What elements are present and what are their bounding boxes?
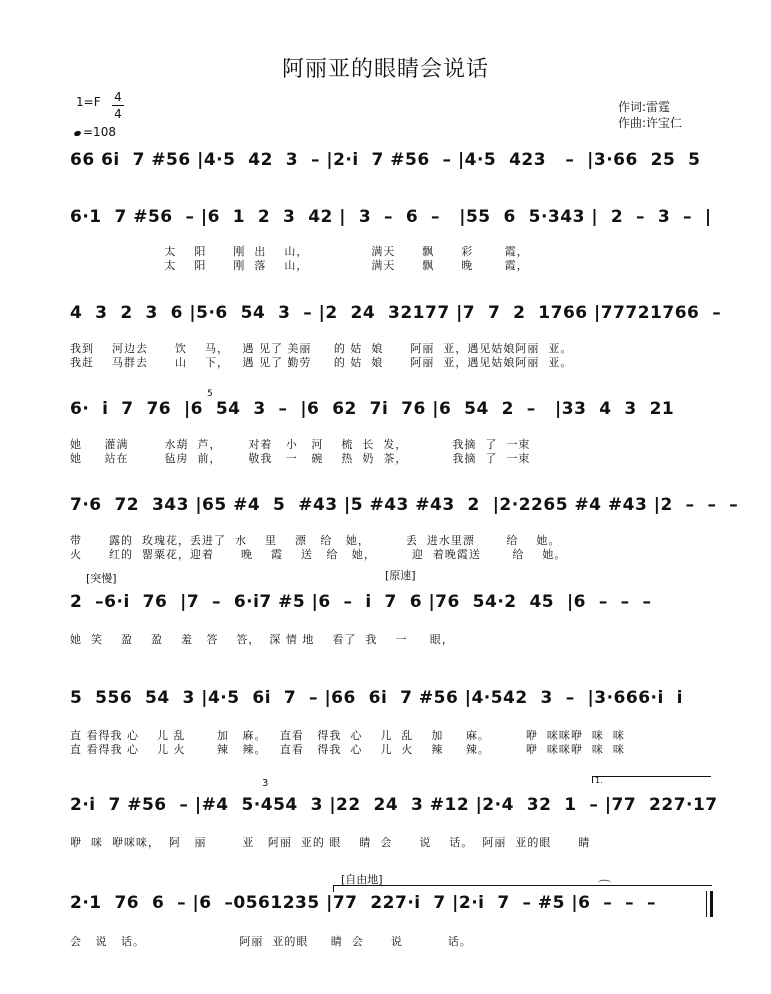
staff-line: 2·1 76 6 – |6 –0561235 |77 227·i 7 |2·i 7 – #5 |6 – – – bbox=[70, 893, 656, 913]
lyric-line: 咿 咪 咿咪咪， 阿 丽 亚 阿丽 亚的 眼 睛 会 说 话。 阿丽 亚的眼 睛 bbox=[70, 836, 591, 849]
staff-line: 6·1 7 #56 – |6 1 2 3 42 | 3 – 6 – |55 6 5·343 | 2 – 3 – | bbox=[70, 207, 712, 227]
staff-line: 6· i 7 76 |6 54 3 – |6 62 7i 76 |6 54 2 – |33 4 3 21 bbox=[70, 399, 675, 419]
key-label: 1=F bbox=[76, 95, 101, 109]
staff-line: 5 556 54 3 |4·5 6i 7 – |66 6i 7 #56 |4·542 3 – |3·666·i i bbox=[70, 688, 683, 708]
tempo-value: =108 bbox=[83, 125, 116, 139]
key-signature bbox=[76, 90, 122, 121]
staff-line: 2 –6·i 76 |7 – 6·i7 #5 |6 – i 7 6 |76 54·2 45 |6 – – – bbox=[70, 592, 652, 612]
lyric-line: 火 红的 罂粟花，迎着 晚 霞 送 给 她， 迎 着晚霞送 给 她。 bbox=[70, 548, 567, 561]
lyric-line: 直 看得我 心 儿 火 辣 辣。 直看 得我 心 儿 火 辣 辣。 咿 咪咪咿 咪 咪 bbox=[70, 743, 625, 756]
staff-line: 2·i 7 #56 – |#4 5·454 3 |22 24 3 #12 |2·4 32 1 – |77 227·17 bbox=[70, 795, 718, 815]
lyric-line: 太 阳 刚 出 山， 满天 飘 彩 霞， bbox=[70, 245, 529, 258]
lyric-line: 她 灌满 水葫 芦， 对着 小 河 梳 长 发， 我摘 了 一束 bbox=[70, 438, 531, 451]
mark-slow: [突慢] bbox=[86, 572, 117, 585]
grace-note: 5 bbox=[207, 389, 213, 399]
lyric-line: 太 阳 刚 落 山， 满天 飘 晚 霞， bbox=[70, 259, 529, 272]
volta-bracket bbox=[592, 776, 711, 783]
lyric-line: 带 露的 玫瑰花，丢进了 水 里 漂 给 她， 丢 进水里漂 给 她。 bbox=[70, 534, 561, 547]
time-signature bbox=[112, 91, 124, 120]
lyric-line: 直 看得我 心 儿 乱 加 麻。 直看 得我 心 儿 乱 加 麻。 咿 咪咪咿 咪 咪 bbox=[70, 729, 625, 742]
staff-line: 4 3 2 3 6 |5·6 54 3 – |2 24 32177 |7 7 2 1766 |77721766 – bbox=[70, 303, 722, 323]
credits bbox=[618, 99, 682, 131]
staff-line: 66 6i 7 #56 |4·5 42 3 – |2·i 7 #56 – |4·5 423 – |3·66 25 5 bbox=[70, 150, 701, 170]
composer: 作曲:许宝仁 bbox=[618, 116, 683, 130]
quarter-note-icon bbox=[73, 130, 81, 137]
tempo-marking bbox=[74, 125, 116, 139]
mark-free-tempo: [自由地] bbox=[341, 873, 383, 886]
free-tempo-bracket bbox=[333, 885, 712, 892]
time-bottom: 4 bbox=[114, 107, 122, 121]
fermata: ⌒ bbox=[598, 880, 612, 895]
lyric-line: 会 说 话。 阿丽 亚的眼 睛 会 说 话。 bbox=[70, 935, 472, 948]
final-barline-thin bbox=[706, 891, 707, 917]
staff-line: 7·6 72 343 |65 #4 5 #43 |5 #43 #43 2 |2·2265 #4 #43 |2 – – – bbox=[70, 495, 739, 515]
volta-label: 1. bbox=[595, 776, 603, 785]
lyric-line: 我赶 马群去 山 下， 遇 见了 勤劳 的 姑 娘 阿丽 亚，遇见姑娘阿丽 亚。 bbox=[70, 356, 573, 369]
lyric-line: 我到 河边去 饮 马， 遇 见了 美丽 的 姑 娘 阿丽 亚，遇见姑娘阿丽 亚。 bbox=[70, 342, 573, 355]
final-barline-thick bbox=[710, 891, 713, 917]
mark-original-tempo: [原速] bbox=[385, 569, 416, 582]
song-title: 阿丽亚的眼睛会说话 bbox=[281, 57, 489, 82]
lyric-line: 她 笑 盈 盈 羞 答 答， 深 情 地 看了 我 一 眼， bbox=[70, 633, 454, 646]
time-top: 4 bbox=[114, 90, 122, 104]
lyricist: 作词:雷霆 bbox=[618, 100, 671, 114]
lyric-line: 她 站在 毡房 前， 敬我 一 碗 热 奶 茶， 我摘 了 一束 bbox=[70, 452, 531, 465]
triplet-mark: 3 bbox=[262, 778, 269, 789]
